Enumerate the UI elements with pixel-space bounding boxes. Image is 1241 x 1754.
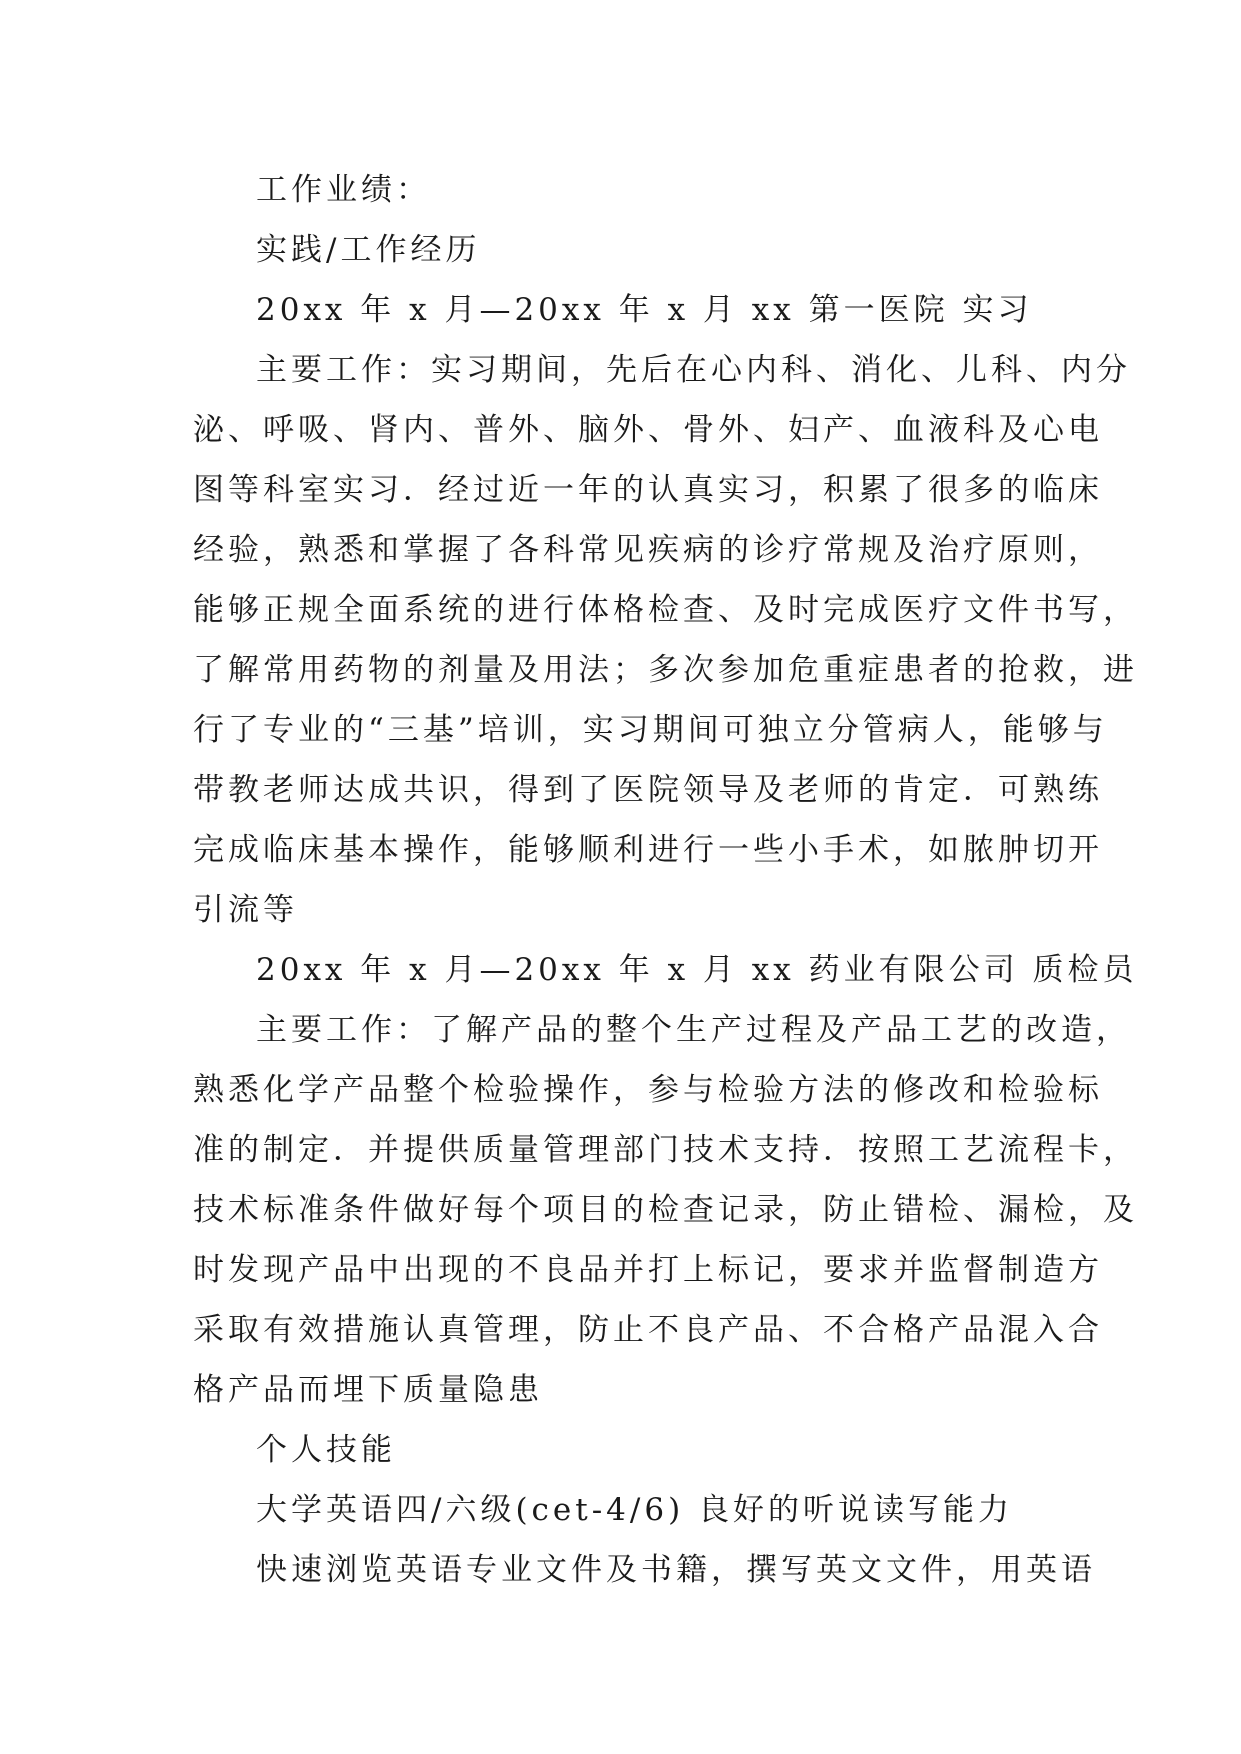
document-body	[193, 160, 1138, 1600]
text-line: 工作业绩：	[256, 172, 431, 208]
text-line: 准的制定．并提供质量管理部门技术支持．按照工艺流程卡，	[193, 1132, 1138, 1168]
text-line: 熟悉化学产品整个检验操作，参与检验方法的修改和检验标	[193, 1072, 1103, 1108]
text-line: 时发现产品中出现的不良品并打上标记，要求并监督制造方	[193, 1252, 1103, 1288]
text-line: 20xx 年 x 月—20xx 年 x 月 xx 药业有限公司 质检员	[256, 952, 1138, 988]
text-line: 图等科室实习．经过近一年的认真实习，积累了很多的临床	[193, 472, 1103, 508]
text-line: 能够正规全面系统的进行体格检查、及时完成医疗文件书写，	[193, 592, 1138, 628]
text-line: 实践/工作经历	[256, 232, 481, 268]
text-line: 大学英语四/六级(cet-4/6) 良好的听说读写能力	[256, 1492, 1014, 1528]
text-line: 了解常用药物的剂量及用法；多次参加危重症患者的抢救，进	[193, 652, 1138, 688]
text-line: 个人技能	[256, 1432, 396, 1468]
text-line: 经验，熟悉和掌握了各科常见疾病的诊疗常规及治疗原则，	[193, 532, 1103, 568]
text-line: 完成临床基本操作，能够顺利进行一些小手术，如脓肿切开	[193, 832, 1103, 868]
text-line: 20xx 年 x 月—20xx 年 x 月 xx 第一医院 实习	[256, 292, 1033, 328]
text-line: 采取有效措施认真管理，防止不良产品、不合格产品混入合	[193, 1312, 1103, 1348]
text-line: 快速浏览英语专业文件及书籍，撰写英文文件，用英语	[256, 1552, 1096, 1588]
text-line: 技术标准条件做好每个项目的检查记录，防止错检、漏检，及	[193, 1192, 1138, 1228]
text-line: 泌、呼吸、肾内、普外、脑外、骨外、妇产、血液科及心电	[193, 412, 1103, 448]
text-line: 格产品而埋下质量隐患	[193, 1372, 543, 1408]
text-line: 带教老师达成共识，得到了医院领导及老师的肯定．可熟练	[193, 772, 1103, 808]
text-line: 引流等	[193, 892, 298, 928]
text-line: 主要工作：实习期间，先后在心内科、消化、儿科、内分	[256, 352, 1131, 388]
text-line: 行了专业的“三基”培训，实习期间可独立分管病人，能够与	[193, 712, 1108, 748]
text-line: 主要工作：了解产品的整个生产过程及产品工艺的改造，	[256, 1012, 1131, 1048]
